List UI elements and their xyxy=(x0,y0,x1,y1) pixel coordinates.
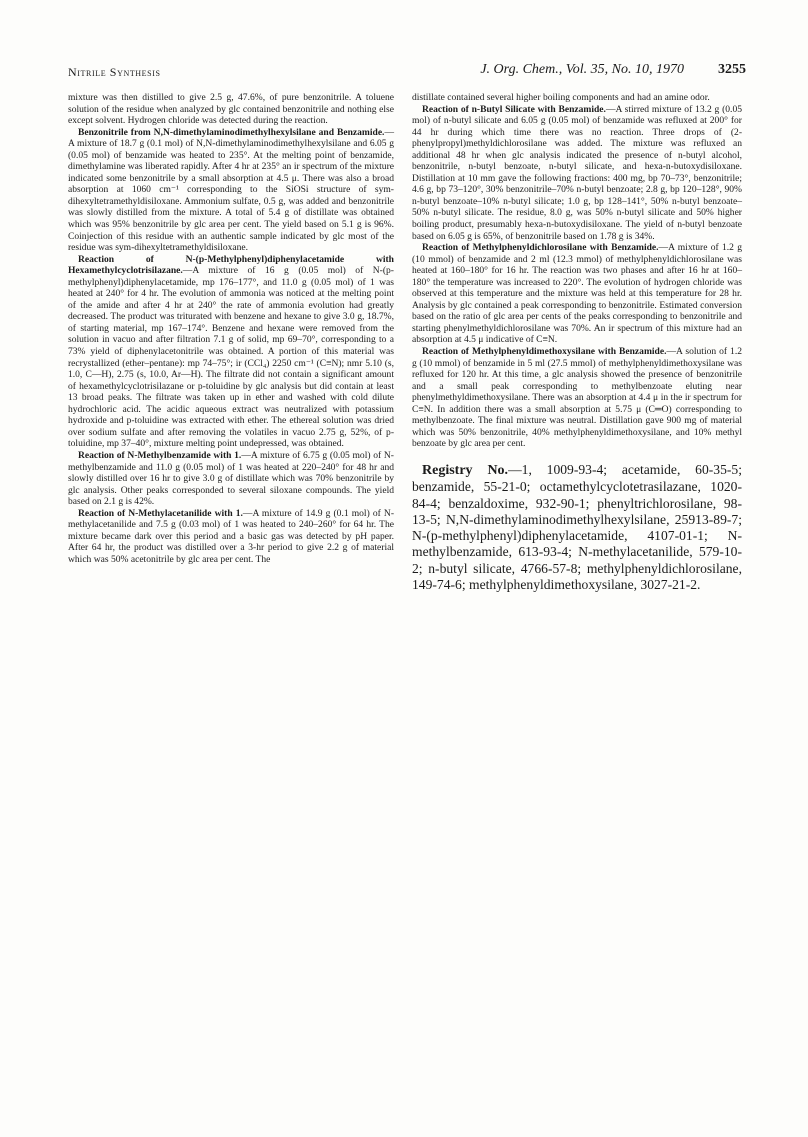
paragraph xyxy=(68,254,394,450)
paragraph-text: —A mixture of 1.2 g (10 mmol) of benzamide and 2 ml (12.3 mmol) of methylphenyldichlorosilane was heated at 160–180° for 16 hr. The reaction was two phases and after 16 hr at 160–180° the temperature was increased to 220°. The evolution of hydrogen chloride was observed at this temperature and the mixture was held at this temperature for 28 hr. Analysis by glc contained a peak corresponding to benzonitrile. Estimated conversion based on the ratio of glc area per cents of the peaks corresponding to benzonitrile and starting phenylmethyldichlorosilane was 70%. An ir spectrum of this mixture had an absorption at 4.5 μ indicative of C≡N. xyxy=(412,242,742,346)
registry-text: —1, 1009-93-4; acetamide, 60-35-5; benzamide, 55-21-0; octamethylcyclotetrasilazane, 1020-84-4; benzaldoxime, 932-90-1; phenyltrichlorosilane, 98-13-5; N,N-dimethylaminodimethylhexylsilane, 25913-89-7; N-(p-methylphenyl)diphenylacetamide, 4107-01-1; N-methylbenzamide, 613-93-4; N-methylacetanilide, 579-10-2; n-butyl silicate, 4766-57-8; methylphenyldichlorosilane, 149-74-6; methylphenyldimethoxysilane, 3027-21-2. xyxy=(412,461,742,593)
paragraph xyxy=(412,104,742,243)
left-column xyxy=(68,92,394,565)
right-column xyxy=(412,92,742,593)
running-title: Nitrile Synthesis xyxy=(68,65,161,79)
paragraph-text: mixture was then distilled to give 2.5 g, 47.6%, of pure benzonitrile. A toluene solution of the residue when analyzed by glc contained benzonitrile and nothing else except solvent. Hydrogen chloride was detected during the reaction. xyxy=(68,92,394,127)
paragraph xyxy=(68,508,394,566)
paragraph xyxy=(412,242,742,346)
paragraph-text: —A mixture of 14.9 g (0.1 mol) of N-methylacetanilide and 7.5 g (0.03 mol) of 1 was heated to 240–260° for 64 hr. The mixture became dark over this period and a basic gas was detected by pH paper. After 64 hr, the product was distilled over a 3-hr period to give 2.2 g of material which was 50% acetonitrile by glc area per cent. The xyxy=(68,507,394,565)
section-heading: Reaction of Methylphenyldichlorosilane with Benzamide. xyxy=(422,242,659,254)
page-header xyxy=(68,60,746,82)
paragraph xyxy=(68,450,394,508)
paragraph xyxy=(412,92,742,104)
section-heading: Reaction of N-Methylacetanilide with 1. xyxy=(78,507,243,519)
page-number: 3255 xyxy=(718,62,746,77)
section-heading: Reaction of n-Butyl Silicate with Benzamide. xyxy=(422,103,606,115)
paragraph-text: —A solution of 1.2 g (10 mmol) of benzamide in 5 ml (27.5 mmol) of methylphenyldimethoxysilane was refluxed for 120 hr. At this time, a glc analysis showed the presence of benzonitrile and a small peak corresponding to methylbenzoate eluting near phenylmethyldimethoxysilane. There was an absorption at 4.4 μ in the ir spectrum for C≡N. In addition there was a small absorption at 5.75 μ (C═O) corresponding to methylbenzoate. The final mixture was neutral. Distillation gave 900 mg of material which was 50% benzonitrile, 40% methylphenyldimethoxysilane, and 10% methyl benzoate by glc area per cent. xyxy=(412,346,742,450)
paragraph xyxy=(68,92,394,127)
section-heading: Reaction of Methylphenyldimethoxysilane with Benzamide. xyxy=(422,346,667,358)
section-heading: Reaction of N-(p-Methylphenyl)diphenylacetamide with Hexamethylcyclotrisilazane. xyxy=(68,253,394,277)
paragraph xyxy=(412,346,742,450)
registry-numbers xyxy=(412,462,742,593)
registry-label: Registry No. xyxy=(422,462,509,478)
paragraph xyxy=(68,127,394,254)
paragraph-text: —A mixture of 16 g (0.05 mol) of N-(p-methylphenyl)diphenylacetamide, mp 176–177°, and 11.0 g (0.05 mol) of 1 was heated at 240° for 4 hr. The evolution of ammonia was noticed at the melting point of the amide and after 4 hr at 240° the rate of ammonia evolution had greatly decreased. The product was triturated with benzene and hexane to give 3.0 g, 18.7%, of starting material, mp 167–174°. Benzene and hexane were removed from the solution in vacuo and after filtration 7.1 g of solid, mp 69–70°, corresponding to a 73% yield of diphenylacetonitrile was obtained. A portion of this material was recrystallized (ether–pentane): mp 74–75°; ir (CCl₄) 2250 cm⁻¹ (C≡N); nmr 5.10 (s, 1.0, C—H), 2.75 (s, 10.0, Ar—H). The filtrate did not contain a significant amount of hexamethylcyclotrisilazane or p-toluidine by glc analysis but did contain at least 13 broad peaks. The filtrate was taken up in ether and washed with cold dilute hydrochloric acid. The acidic aqueous extract was neutralized with potassium hydroxide and p-toluidine was extracted with ether. The ethereal solution was dried over sodium sulfate and after removing the volatiles in vacuo 2.75 g, 52%, of p-toluidine, mp 37–40°, mixture melting point undepressed, was obtained. xyxy=(68,265,394,450)
journal-citation: J. Org. Chem., Vol. 35, No. 10, 1970 xyxy=(480,62,684,77)
paragraph-text: —A stirred mixture of 13.2 g (0.05 mol) of n-butyl silicate and 6.05 g (0.05 mol) of benzamide was refluxed at 200° for 44 hr during which time there was no reaction. Three drops of (2-phenylpropyl)methyldichlorosilane was added. The mixture was refluxed an additional 48 hr when glc analysis indicated the presence of n-butyl alcohol, benzonitrile, n-butyl benzoate, n-butyl silicate, and hexa-n-butoxydisiloxane. Distillation at 10 mm gave the following fractions: 400 mg, bp 70–73°, benzonitrile; 4.6 g, bp 73–120°, 30% benzonitrile–70% n-butyl benzoate; 2.8 g, bp 120–128°, 90% n-butyl benzoate–10% n-butyl silicate; 1.0 g, bp 128–141°, 50% n-butyl benzoate–50% n-butyl silicate. The residue, 8.0 g, was 50% n-butyl silicate and 50% higher boiling product, presumably hexa-n-butoxydisiloxane. The yield of n-butyl benzoate based on 6.05 g is 65%, of benzonitrile based on 1.78 g is 34%. xyxy=(412,103,742,242)
paragraph-text: —A mixture of 6.75 g (0.05 mol) of N-methylbenzamide and 11.0 g (0.05 mol) of 1 was heated at 220–240° for 48 hr and slowly distilled over 16 hr to give 3.0 g of distillate which was 70% benzonitrile by glc analysis. Other peaks corresponded to several siloxane compounds. The yield based on 2.1 g is 42%. xyxy=(68,449,394,508)
paragraph-text: —A mixture of 18.7 g (0.1 mol) of N,N-dimethylaminodimethylhexylsilane and 6.05 g (0.05 mol) of benzamide was heated to 235°. At the melting point of benzamide, dimethylamine was liberated rapidly. After 4 hr at 235° an ir spectrum of the mixture indicated some benzonitrile by a small absorption at 4.5 μ. There was also a broad absorption at 1060 cm⁻¹ corresponding to the SiOSi structure of sym-dihexyltetramethyldisiloxane. Ammonium sulfate, 0.5 g, was added and benzonitrile was slowly distilled from the mixture. A total of 5.4 g of distillate was obtained which was 95% benzonitrile by glc area per cent. The yield based on 5.1 g is 96%. Coinjection of this residue with an authentic sample indicated by glc most of the residue was sym-dihexyltetramethyldisiloxane. xyxy=(68,126,394,254)
section-heading: Reaction of N-Methylbenzamide with 1. xyxy=(78,449,242,461)
paragraph-text: distillate contained several higher boiling components and had an amine odor. xyxy=(412,92,710,103)
section-heading: Benzonitrile from N,N-dimethylaminodimethylhexylsilane and Benzamide. xyxy=(78,126,385,138)
